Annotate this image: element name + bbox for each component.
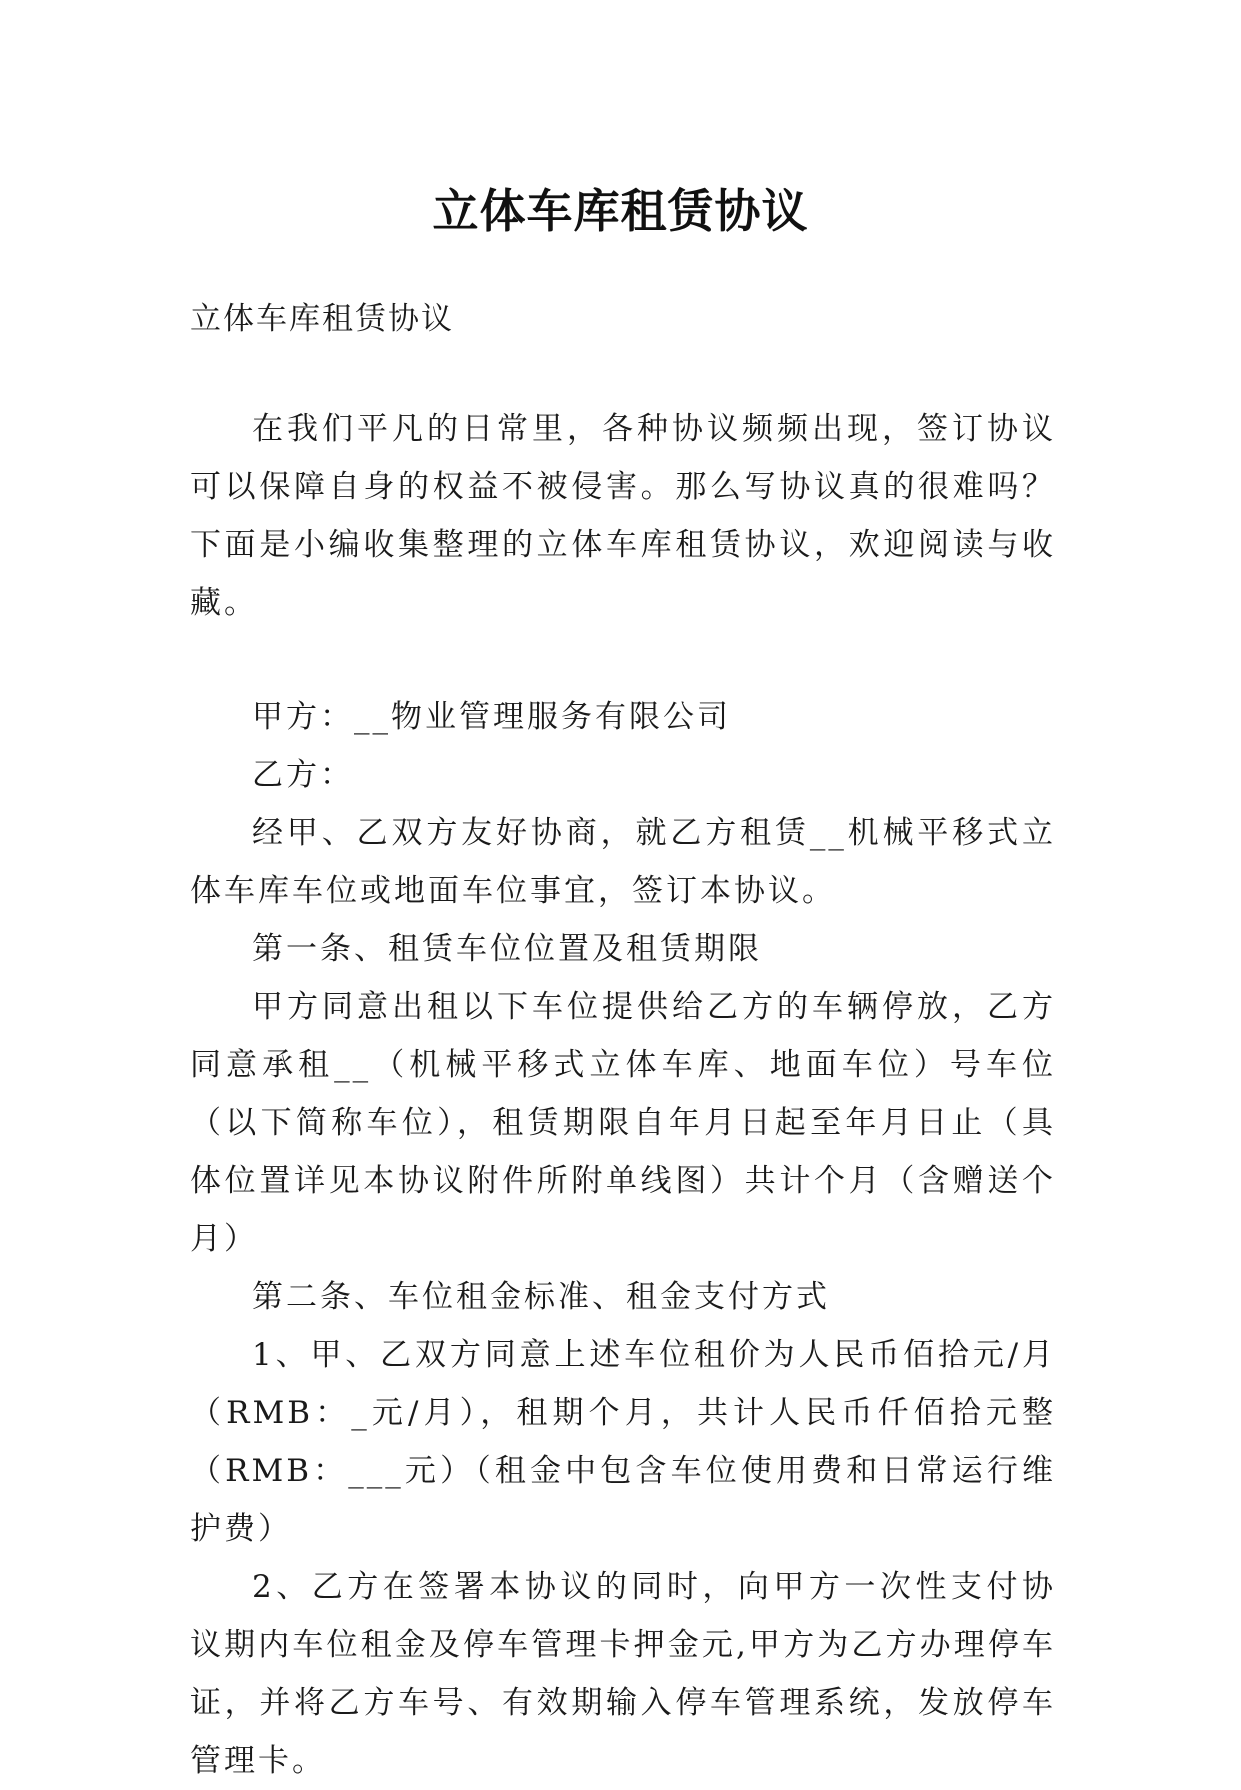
document-title: 立体车库租赁协议: [432, 183, 809, 238]
article-2-heading: 第二条、车位租金标准、租金支付方式: [252, 1279, 830, 1315]
article-2-clause-1: 1、甲、乙双方同意上述车位租价为人民币佰拾元/月（RMB：_元/月），租期个月，共计人民币仟佰拾元整（RMB：___元）（租金中包含车位使用费和日常运行维护费）: [190, 1337, 1056, 1547]
party-a-line: 甲方：__物业管理服务有限公司: [252, 699, 731, 735]
intro-paragraph: 在我们平凡的日常里，各种协议频频出现，签订协议可以保障自身的权益不被侵害。那么写协议真的很难吗？下面是小编收集整理的立体车库租赁协议，欢迎阅读与收藏。: [190, 411, 1056, 621]
agreement-preamble: 经甲、乙双方友好协商，就乙方租赁__机械平移式立体车库车位或地面车位事宜，签订本协议。: [190, 815, 1056, 909]
article-1-heading: 第一条、租赁车位位置及租赁期限: [252, 931, 762, 967]
article-2-clause-2: 2、乙方在签署本协议的同时，向甲方一次性支付协议期内车位租金及停车管理卡押金元,甲方为乙方办理停车证，并将乙方车号、有效期输入停车管理系统，发放停车管理卡。: [190, 1569, 1056, 1779]
party-b-line: 乙方：: [252, 757, 354, 793]
document-body: [190, 290, 1056, 1790]
article-1-text: 甲方同意出租以下车位提供给乙方的车辆停放，乙方同意承租__（机械平移式立体车库、地面车位）号车位（以下简称车位），租赁期限自年月日起至年月日止（具体位置详见本协议附件所附单线图）共计个月（含赠送个月）: [190, 989, 1056, 1257]
document-subtitle: 立体车库租赁协议: [190, 301, 454, 337]
